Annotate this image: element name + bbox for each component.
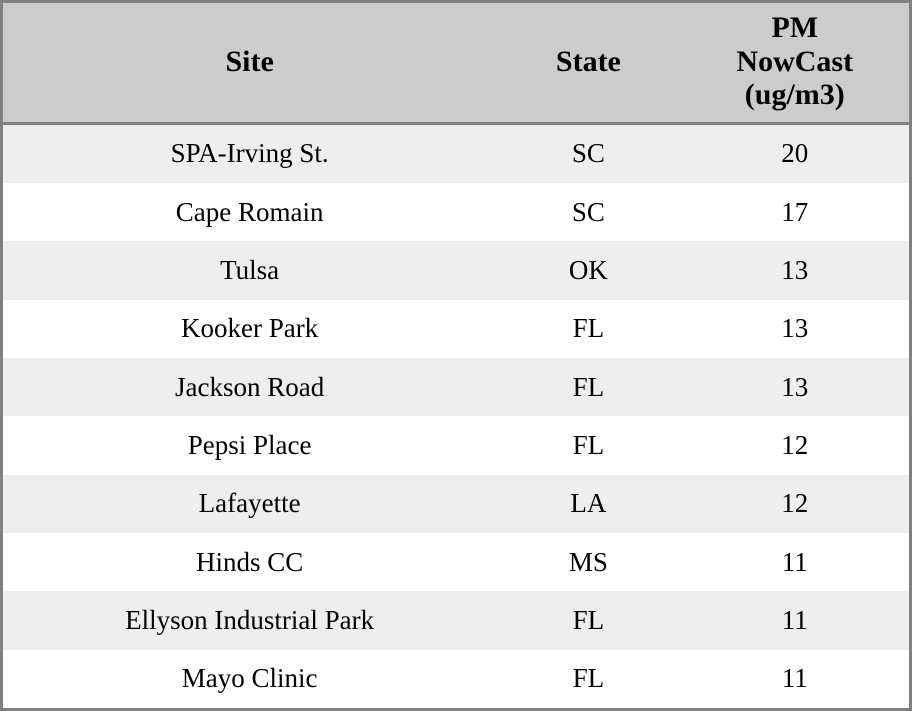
cell-state: FL: [572, 371, 605, 402]
cell-site: Hinds CC: [195, 546, 304, 577]
cell-pm: 11: [781, 546, 808, 577]
cell-state: FL: [572, 313, 605, 344]
cell-state: MS: [568, 546, 608, 577]
cell-pm: 11: [781, 604, 808, 635]
column-header-state: State: [496, 3, 680, 123]
column-header-pm-nowcast: [681, 3, 909, 123]
table-row: [3, 183, 909, 241]
air-quality-table: [3, 3, 909, 708]
table-row: [3, 241, 909, 299]
cell-pm: 11: [781, 663, 808, 694]
cell-site: Ellyson Industrial Park: [125, 604, 375, 635]
cell-pm: 17: [781, 196, 809, 227]
cell-site: Jackson Road: [175, 371, 325, 402]
cell-site: Tulsa: [220, 255, 280, 286]
cell-pm: 12: [781, 430, 809, 461]
cell-pm: 20: [781, 138, 809, 169]
table-body: [3, 123, 909, 708]
table-row: [3, 123, 909, 183]
table-row: [3, 300, 909, 358]
cell-site: Lafayette: [198, 488, 301, 519]
cell-state: SC: [571, 196, 605, 227]
cell-pm: 13: [781, 371, 809, 402]
column-header-pm-line2: NowCast: [736, 44, 854, 78]
cell-pm: 12: [781, 488, 809, 519]
table-row: [3, 533, 909, 591]
table-row: [3, 475, 909, 533]
cell-site: Mayo Clinic: [181, 663, 318, 694]
table-header: [3, 3, 909, 123]
cell-state: SC: [571, 138, 605, 169]
cell-state: OK: [568, 255, 608, 286]
column-header-site: Site: [3, 3, 496, 123]
cell-site: Kooker Park: [181, 313, 319, 344]
table-row: [3, 416, 909, 474]
table-row: [3, 650, 909, 708]
cell-site: SPA-Irving St.: [170, 138, 329, 169]
cell-state: FL: [572, 604, 605, 635]
table-row: [3, 358, 909, 416]
table-header-row: [3, 3, 909, 123]
cell-state: LA: [570, 488, 607, 519]
cell-state: FL: [572, 663, 605, 694]
cell-site: Pepsi Place: [187, 430, 312, 461]
column-header-pm-line1: PM: [771, 11, 819, 44]
cell-pm: 13: [781, 255, 809, 286]
table-row: [3, 591, 909, 649]
cell-pm: 13: [781, 313, 809, 344]
cell-state: FL: [572, 430, 605, 461]
cell-site: Cape Romain: [175, 196, 324, 227]
column-header-pm-line3: (ug/m3): [744, 78, 845, 112]
